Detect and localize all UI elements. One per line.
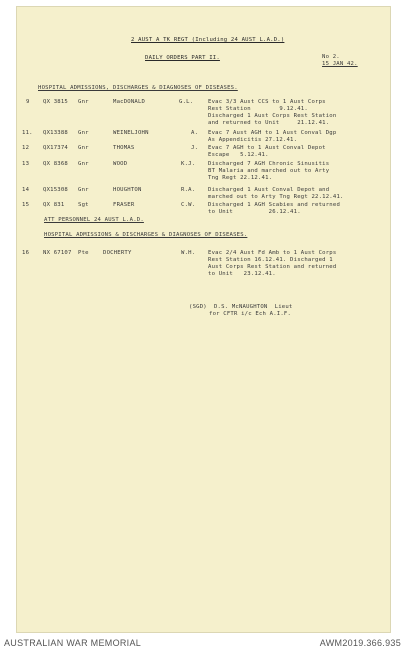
record-initials: K.J. <box>181 161 196 167</box>
record-number: 16 <box>22 250 30 256</box>
record-name: FRASER <box>113 202 135 208</box>
section-heading: HOSPITAL ADMISSIONS & DISCHARGES & DIAGNOSES OF DISEASES. <box>44 232 248 238</box>
record-initials: A. <box>191 130 199 136</box>
document-page <box>16 6 391 633</box>
record-detail: Escape 5.12.41. <box>208 152 269 158</box>
record-rank: Gnr <box>78 99 89 105</box>
record-rank: Gnr <box>78 161 89 167</box>
record-detail: BT Malaria and marched out to Arty <box>208 168 330 174</box>
record-detail: marched out to Arty Tng Regt 22.12.41. <box>208 194 344 200</box>
signature-line: (SGD) D.S. McNAUGHTON Lieut <box>189 304 293 310</box>
record-number: 12 <box>22 145 30 151</box>
archive-footer <box>0 633 405 653</box>
record-detail: Discharged 1 Aust Conval Depot and <box>208 187 330 193</box>
record-initials: C.W. <box>181 202 196 208</box>
record-detail: Rest Station 16.12.41. Discharged 1 <box>208 257 333 263</box>
record-name: THOMAS <box>113 145 135 151</box>
record-number: 9 <box>26 99 30 105</box>
record-detail: Discharged 1 Aust Corps Rest Station <box>208 113 337 119</box>
record-initials: G.L. <box>179 99 194 105</box>
record-rank: Gnr <box>78 130 89 136</box>
record-detail: Evac 2/4 Aust Fd Amb to 1 Aust Corps <box>208 250 337 256</box>
record-regno: QX15308 <box>43 187 68 193</box>
orders-title: DAILY ORDERS PART II. <box>145 55 220 61</box>
record-regno: QX13388 <box>43 130 68 136</box>
record-detail: Discharged 1 AGH Scabies and returned <box>208 202 341 208</box>
footer-catalogue-id: AWM2019.366.935 <box>319 638 401 648</box>
record-regno: QX 831 <box>43 202 65 208</box>
record-detail: and returned to Unit 21.12.41. <box>208 120 330 126</box>
record-name: HOUGHTON <box>113 187 142 193</box>
record-number: 14 <box>22 187 30 193</box>
order-number: No 2. <box>322 54 340 60</box>
record-detail: Evac 3/3 Aust CCS to 1 Aust Corps <box>208 99 326 105</box>
record-name: WOOD <box>113 161 128 167</box>
order-date: 15 JAN 42. <box>322 61 358 67</box>
unit-title: 2 AUST A TK REGT (Including 24 AUST L.A.D.) <box>131 37 285 43</box>
record-initials: W.H. <box>181 250 196 256</box>
footer-institution: AUSTRALIAN WAR MEMORIAL <box>4 638 142 648</box>
record-detail: As Appendicitis 27.12.41. <box>208 137 298 143</box>
record-detail: Discharged 7 AGH Chronic Sinusitis <box>208 161 330 167</box>
record-number: 15 <box>22 202 30 208</box>
record-detail: Evac 7 AGH to 1 Aust Conval Depot <box>208 145 326 151</box>
record-detail: Tng Regt 22.12.41. <box>208 175 273 181</box>
record-name: MacDONALD <box>113 99 146 105</box>
record-rank: Gnr <box>78 187 89 193</box>
record-initials: J. <box>191 145 199 151</box>
record-number: 11. <box>22 130 33 136</box>
record-detail: Rest Station 9.12.41. <box>208 106 308 112</box>
record-name: WEINELJOHN <box>113 130 149 136</box>
record-regno: NX 67107 <box>43 250 72 256</box>
record-detail: Aust Corps Rest Station and returned <box>208 264 337 270</box>
section-heading: HOSPITAL ADMISSIONS, DISCHARGES & DIAGNOSES OF DISEASES. <box>38 85 238 91</box>
record-detail: to Unit 26.12.41. <box>208 209 301 215</box>
record-regno: QX 3815 <box>43 99 68 105</box>
record-number: 13 <box>22 161 30 167</box>
record-rank: Sgt <box>78 202 89 208</box>
record-name: DOCHERTY <box>103 250 132 256</box>
record-regno: QX 8368 <box>43 161 68 167</box>
record-initials: R.A. <box>181 187 196 193</box>
record-detail: to Unit 23.12.41. <box>208 271 276 277</box>
record-rank: Pte <box>78 250 89 256</box>
record-detail: Evac 7 Aust AGH to 1 Aust Conval Dgp <box>208 130 337 136</box>
signature-line: for CFTR i/c Ech A.I.F. <box>209 311 292 317</box>
record-regno: QX17374 <box>43 145 68 151</box>
section-subtitle: ATT PERSONNEL 24 AUST L.A.D. <box>44 217 144 223</box>
record-rank: Gnr <box>78 145 89 151</box>
